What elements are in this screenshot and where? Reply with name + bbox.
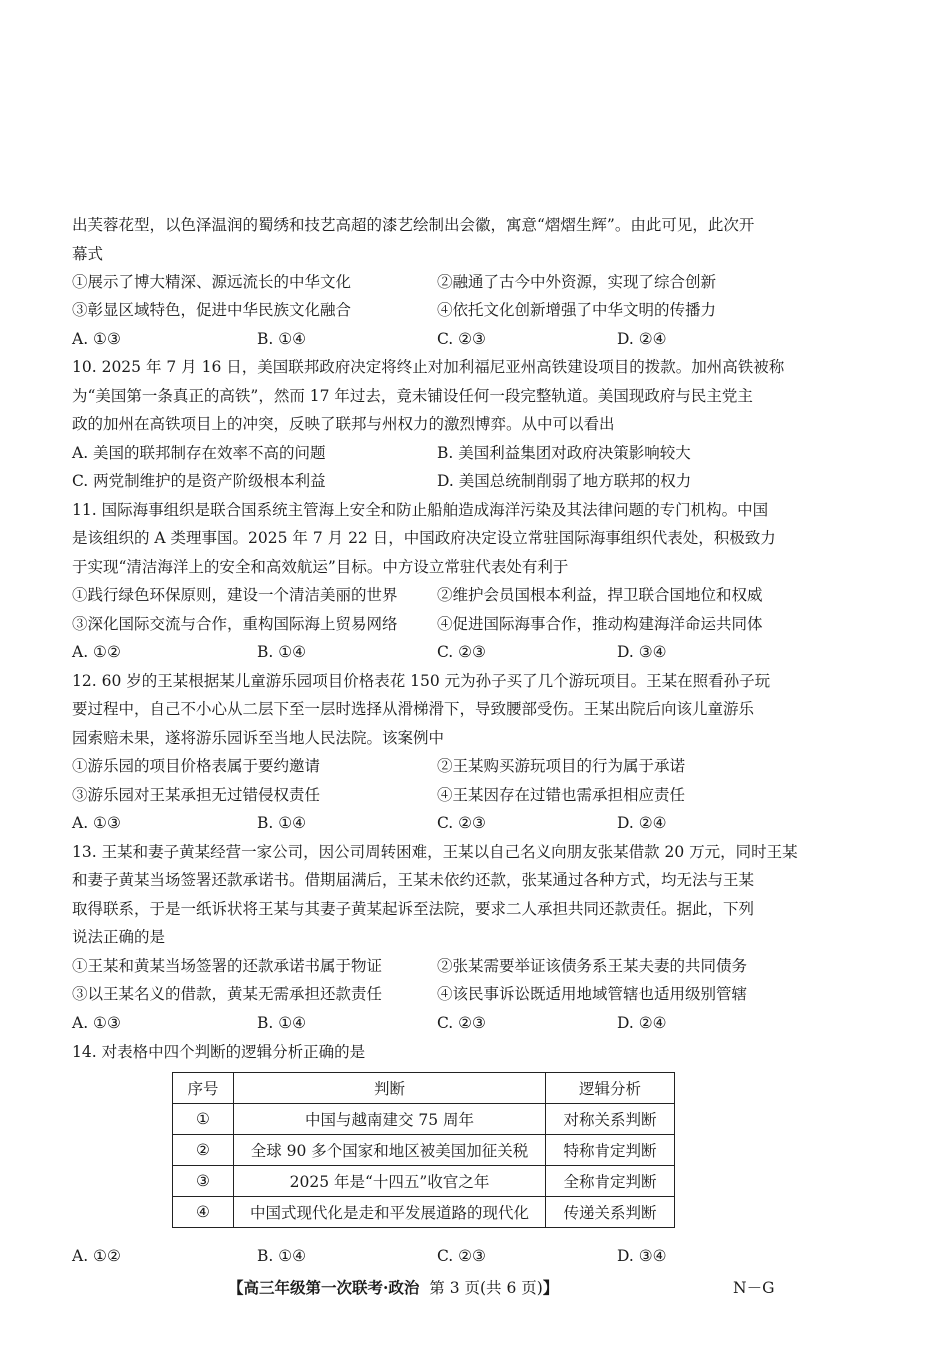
q12-option-d: D. ②④ <box>617 814 667 832</box>
table-header-cell: 逻辑分析 <box>546 1073 675 1104</box>
footer-page-number: 第 3 页(共 6 页) <box>429 1279 543 1297</box>
q13-statement-3: ③以王某名义的借款，黄某无需承担还款责任 <box>72 985 383 1003</box>
q12-option-b: B. ①④ <box>257 814 307 832</box>
q13-statement-4: ④该民事诉讼既适用地域管辖也适用级别管辖 <box>437 985 748 1003</box>
page-footer <box>228 1276 558 1298</box>
q10-stem-line-3: 政的加州在高铁项目上的冲突，反映了联邦与州权力的激烈博弈。从中可以看出 <box>72 415 615 433</box>
table-cell: ③ <box>173 1166 234 1197</box>
q11-option-b: B. ①④ <box>257 643 307 661</box>
q10-option-c: C. 两党制维护的是资产阶级根本利益 <box>72 472 326 490</box>
table-cell: 特称肯定判断 <box>546 1135 675 1166</box>
table-cell: ④ <box>173 1197 234 1228</box>
q12-statement-4: ④王某因存在过错也需承担相应责任 <box>437 786 686 804</box>
q14-option-c: C. ②③ <box>437 1247 486 1265</box>
q9-statement-3: ③彰显区域特色，促进中华民族文化融合 <box>72 301 352 319</box>
table-cell: 中国与越南建交 75 周年 <box>234 1104 546 1135</box>
q10-stem-line-1: 10. 2025 年 7 月 16 日，美国联邦政府决定将终止对加利福尼亚州高铁建设项目的拨款。加州高铁被称 <box>72 358 785 376</box>
q11-stem-line-3: 于实现“清洁海洋上的安全和高效航运”目标。中方设立常驻代表处有利于 <box>72 558 569 576</box>
q14-option-b: B. ①④ <box>257 1247 307 1265</box>
q9-statement-4: ④依托文化创新增强了中华文明的传播力 <box>437 301 717 319</box>
q11-statement-1: ①践行绿色环保原则，建设一个清洁美丽的世界 <box>72 586 398 604</box>
table-header-cell: 序号 <box>173 1073 234 1104</box>
q12-option-a: A. ①③ <box>72 814 121 832</box>
q11-statement-4: ④促进国际海事合作，推动构建海洋命运共同体 <box>437 615 763 633</box>
q14-option-a: A. ①② <box>72 1247 121 1265</box>
q13-stem-line-3: 取得联系，于是一纸诉状将王某与其妻子黄某起诉至法院，要求二人承担共同还款责任。据此，下列 <box>72 900 755 918</box>
footer-right-bracket: 】 <box>542 1278 559 1297</box>
q11-statement-2: ②维护会员国根本利益，捍卫联合国地位和权威 <box>437 586 763 604</box>
q11-option-c: C. ②③ <box>437 643 486 661</box>
q9-statement-1: ①展示了博大精深、源远流长的中华文化 <box>72 273 352 291</box>
table-row <box>173 1104 675 1135</box>
q12-statement-1: ①游乐园的项目价格表属于要约邀请 <box>72 757 321 775</box>
q13-option-b: B. ①④ <box>257 1014 307 1032</box>
q13-stem-line-4: 说法正确的是 <box>72 928 166 946</box>
q10-option-d: D. 美国总统制削弱了地方联邦的权力 <box>437 472 692 490</box>
table-cell: 中国式现代化是走和平发展道路的现代化 <box>234 1197 546 1228</box>
table-cell: ① <box>173 1104 234 1135</box>
q13-option-c: C. ②③ <box>437 1014 486 1032</box>
q11-stem-line-1: 11. 国际海事组织是联合国系统主管海上安全和防止船舶造成海洋污染及其法律问题的专门机构。中国 <box>72 501 769 519</box>
q13-stem-line-2: 和妻子黄某当场签署还款承诺书。借期届满后，王某未依约还款，张某通过各种方式，均无法与王某 <box>72 871 755 889</box>
q11-stem-line-2: 是该组织的 A 类理事国。2025 年 7 月 22 日，中国政府决定设立常驻国际海事组织代表处，积极致力 <box>72 529 776 547</box>
table-row <box>173 1197 675 1228</box>
q13-statement-1: ①王某和黄某当场签署的还款承诺书属于物证 <box>72 957 383 975</box>
q9-stem-line-2: 幕式 <box>72 245 104 263</box>
footer-exam-title: 高三年级第一次联考·政治 <box>243 1278 420 1297</box>
q12-stem-line-3: 园索赔未果，遂将游乐园诉至当地人民法院。该案例中 <box>72 729 445 747</box>
q14-option-d: D. ③④ <box>617 1247 667 1265</box>
q13-option-d: D. ②④ <box>617 1014 667 1032</box>
paper-code: N－G <box>733 1279 775 1297</box>
table-row <box>173 1135 675 1166</box>
q13-stem-line-1: 13. 王某和妻子黄某经营一家公司，因公司周转困难，王某以自己名义向朋友张某借款 20 万元，同时王某 <box>72 843 798 861</box>
q11-option-d: D. ③④ <box>617 643 667 661</box>
q9-option-a: A. ①③ <box>72 330 121 348</box>
q9-stem-line-1: 出芙蓉花型，以色泽温润的蜀绣和技艺高超的漆艺绘制出会徽，寓意“熠熠生辉”。由此可见，此次开 <box>72 216 755 234</box>
logic-table <box>172 1072 675 1228</box>
table-cell: 传递关系判断 <box>546 1197 675 1228</box>
table-header-cell: 判断 <box>234 1073 546 1104</box>
q11-statement-3: ③深化国际交流与合作，重构国际海上贸易网络 <box>72 615 398 633</box>
q12-statement-2: ②王某购买游玩项目的行为属于承诺 <box>437 757 686 775</box>
q14-stem-line-1: 14. 对表格中四个判断的逻辑分析正确的是 <box>72 1043 366 1061</box>
table-cell: 全称肯定判断 <box>546 1166 675 1197</box>
q9-option-d: D. ②④ <box>617 330 667 348</box>
q12-option-c: C. ②③ <box>437 814 486 832</box>
q9-option-b: B. ①④ <box>257 330 307 348</box>
table-row <box>173 1166 675 1197</box>
table-header-row <box>173 1073 675 1104</box>
table-cell: 对称关系判断 <box>546 1104 675 1135</box>
q12-stem-line-1: 12. 60 岁的王某根据某儿童游乐园项目价格表花 150 元为孙子买了几个游玩项目。王某在照看孙子玩 <box>72 672 771 690</box>
table-cell: 2025 年是“十四五”收官之年 <box>234 1166 546 1197</box>
q10-option-b: B. 美国利益集团对政府决策影响较大 <box>437 444 691 462</box>
q13-statement-2: ②张某需要举证该债务系王某夫妻的共同债务 <box>437 957 748 975</box>
q9-statement-2: ②融通了古今中外资源，实现了综合创新 <box>437 273 717 291</box>
table-cell: ② <box>173 1135 234 1166</box>
q9-option-c: C. ②③ <box>437 330 486 348</box>
q10-option-a: A. 美国的联邦制存在效率不高的问题 <box>72 444 326 462</box>
q10-stem-line-2: 为“美国第一条真正的高铁”，然而 17 年过去，竟未铺设任何一段完整轨道。美国现政府与民主党主 <box>72 387 753 405</box>
q12-stem-line-2: 要过程中，自己不小心从二层下至一层时选择从滑梯滑下，导致腰部受伤。王某出院后向该儿童游乐 <box>72 700 755 718</box>
q12-statement-3: ③游乐园对王某承担无过错侵权责任 <box>72 786 321 804</box>
q13-option-a: A. ①③ <box>72 1014 121 1032</box>
footer-left-bracket: 【 <box>228 1278 244 1297</box>
q11-option-a: A. ①② <box>72 643 121 661</box>
table-cell: 全球 90 多个国家和地区被美国加征关税 <box>234 1135 546 1166</box>
